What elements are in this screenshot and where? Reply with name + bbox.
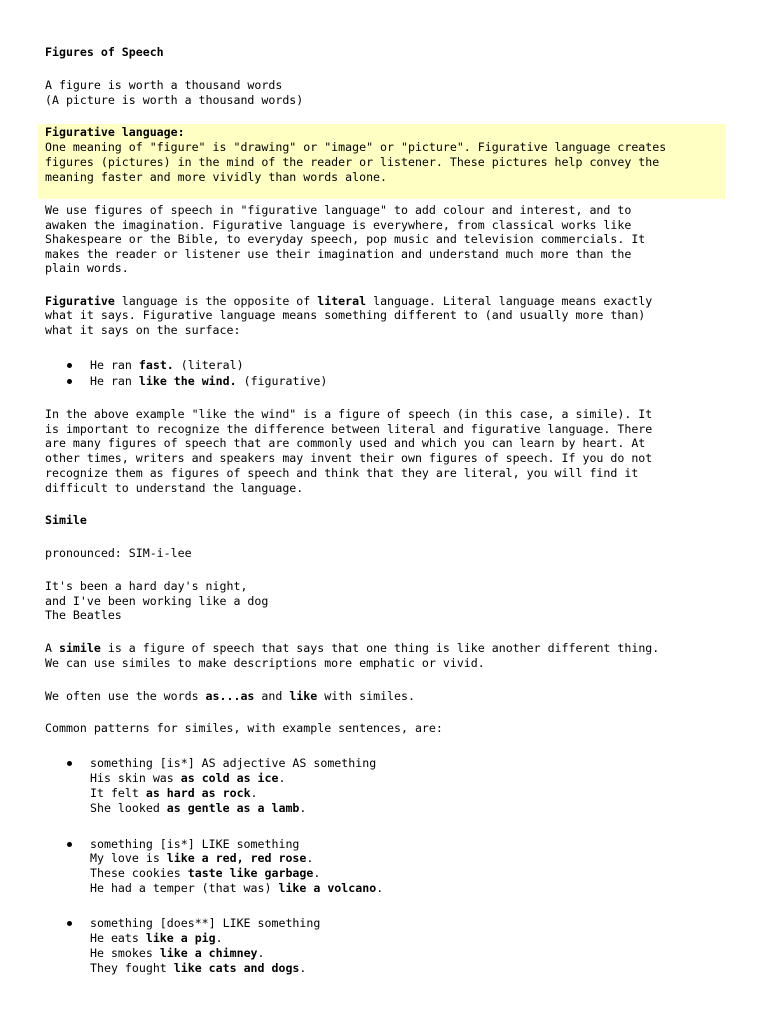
page-title: Figures of Speech <box>45 45 164 59</box>
text-span: . <box>376 881 384 895</box>
para-literal-line-1 <box>45 294 735 309</box>
bold-word-figurative: Figurative <box>45 294 115 308</box>
text-span: with similes. <box>317 689 415 703</box>
para-above-line-3: are many figures of speech that are commonly used and which you can learn by heart. At <box>45 436 646 450</box>
text-span: He smokes <box>90 946 160 960</box>
text-span: . <box>215 931 223 945</box>
text-span: (literal) <box>173 358 244 372</box>
text-span: language is the opposite of <box>114 294 318 308</box>
simile-def-line-1 <box>45 641 735 656</box>
text-span: . <box>306 851 314 865</box>
text-span: His skin was <box>90 771 181 785</box>
simile-def-line-2: We can use similes to make descriptions more emphatic or vivid. <box>45 656 485 670</box>
para-use-line-5: plain words. <box>45 261 129 275</box>
bold-phrase: like a chimney <box>159 946 258 960</box>
text-span: We often use the words <box>45 689 206 703</box>
text-span: and <box>254 689 290 703</box>
para-use-line-1: We use figures of speech in "figurative language" to add colour and interest, and to <box>45 203 632 217</box>
bullet-dot <box>67 761 72 766</box>
bold-phrase: as cold as ice <box>180 771 279 785</box>
bold-phrase: like a volcano <box>278 881 377 895</box>
bold-phrase: like a pig <box>145 931 216 945</box>
simile-heading: Simile <box>45 513 87 527</box>
text-span: These cookies <box>90 866 188 880</box>
bullet-dot <box>67 379 72 384</box>
text-span: . <box>299 961 307 975</box>
example-figurative <box>90 374 768 389</box>
figurative-box-heading: Figurative language: <box>45 125 185 139</box>
intro-line-1: A figure is worth a thousand words <box>45 78 283 92</box>
text-span: (figurative) <box>236 374 328 388</box>
para-literal-line-3: what it says on the surface: <box>45 323 241 337</box>
text-span: They fought <box>90 961 174 975</box>
bold-phrase: as gentle as a lamb <box>166 801 300 815</box>
para-above-line-4: other times, writers and speakers may invent their own figures of speech. If you do not <box>45 451 653 465</box>
pattern-3-example-3 <box>90 961 768 976</box>
text-span: My love is <box>90 851 167 865</box>
text-span: . <box>257 946 265 960</box>
pattern-3: something [does**] LIKE something <box>90 916 321 930</box>
bold-phrase: fast. <box>138 358 174 372</box>
example-literal <box>90 358 768 373</box>
pattern-2-example-1 <box>90 851 768 866</box>
text-span: A <box>45 641 59 655</box>
bullet-dot <box>67 842 72 847</box>
text-span: . <box>313 866 321 880</box>
para-use-line-3: Shakespeare or the Bible, to everyday speech, pop music and television commercials. It <box>45 232 646 246</box>
text-span: He eats <box>90 931 146 945</box>
para-above-line-5: recognize them as figures of speech and think that they are literal, you will find it <box>45 466 639 480</box>
quote-attribution: The Beatles <box>45 608 122 622</box>
bold-phrase: like a red, red rose <box>166 851 307 865</box>
quote-line-2: and I've been working like a dog <box>45 594 269 608</box>
para-above-line-2: is important to recognize the difference between literal and figurative language. There <box>45 422 653 436</box>
pattern-2-example-3 <box>90 881 768 896</box>
bold-phrase: like cats and dogs <box>173 961 300 975</box>
para-use-line-2: awaken the imagination. Figurative language is everywhere, from classical works like <box>45 218 632 232</box>
text-span: He ran <box>90 358 139 372</box>
text-span: He ran <box>90 374 139 388</box>
pattern-1-example-2 <box>90 786 768 801</box>
text-span: . <box>278 771 286 785</box>
para-use-line-4: makes the reader or listener use their imagination and understand much more than the <box>45 247 632 261</box>
quote-line-1: It's been a hard day's night, <box>45 579 248 593</box>
text-span: He had a temper (that was) <box>90 881 279 895</box>
text-span: She looked <box>90 801 167 815</box>
bullet-dot <box>67 921 72 926</box>
bold-word-like: like <box>289 689 318 703</box>
figurative-box-line-3: meaning faster and more vividly than words alone. <box>45 170 388 184</box>
pattern-3-example-1 <box>90 931 768 946</box>
para-above-line-6: difficult to understand the language. <box>45 481 304 495</box>
pattern-1-example-3 <box>90 801 768 816</box>
pattern-2: something [is*] LIKE something <box>90 837 300 851</box>
pattern-3-example-2 <box>90 946 768 961</box>
bold-phrase: taste like garbage <box>187 866 314 880</box>
bold-word-literal: literal <box>317 294 367 308</box>
patterns-intro: Common patterns for similes, with example sentences, are: <box>45 721 443 735</box>
simile-pronounced: pronounced: SIM-i-lee <box>45 546 192 560</box>
figurative-box-line-2: figures (pictures) in the mind of the reader or listener. These pictures help convey the <box>45 155 660 169</box>
text-span: is a figure of speech that says that one thing is like another different thing. <box>100 641 660 655</box>
pattern-2-example-2 <box>90 866 768 881</box>
pattern-1: something [is*] AS adjective AS something <box>90 756 377 770</box>
text-span: It felt <box>90 786 146 800</box>
bold-phrase: as hard as rock <box>145 786 251 800</box>
bold-phrase: like the wind. <box>138 374 237 388</box>
text-span: . <box>299 801 307 815</box>
bold-word-simile: simile <box>58 641 101 655</box>
pattern-1-example-1 <box>90 771 768 786</box>
para-literal-line-2: what it says. Figurative language means something different to (and usually more than) <box>45 308 646 322</box>
figurative-box-line-1: One meaning of "figure" is "drawing" or "image" or "picture". Figurative language creates <box>45 140 667 154</box>
bullet-dot <box>67 363 72 368</box>
text-span: language. Literal language means exactly <box>366 294 653 308</box>
bold-word-as-as: as...as <box>205 689 255 703</box>
text-span: . <box>250 786 258 800</box>
para-above-line-1: In the above example "like the wind" is a figure of speech (in this case, a simile). It <box>45 407 653 421</box>
simile-words-line <box>45 689 735 704</box>
intro-line-2: (A picture is worth a thousand words) <box>45 93 304 107</box>
